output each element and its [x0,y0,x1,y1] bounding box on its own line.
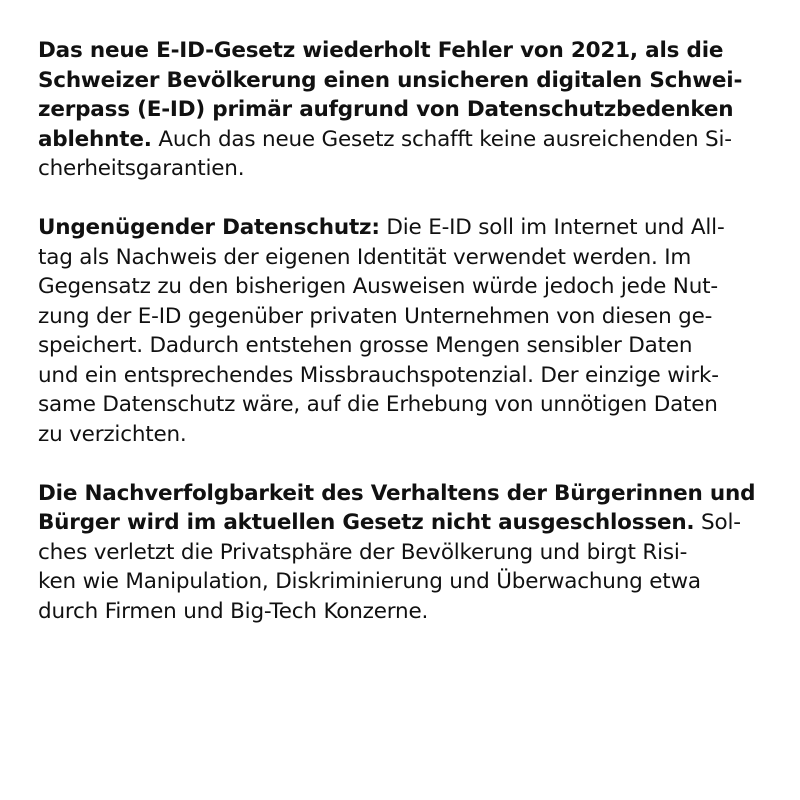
text-line [38,95,762,125]
body-text: durch Firmen und Big-Tech Konzerne. [38,598,429,624]
text-line [38,331,762,361]
bold-text: Ungenügender Datenschutz: [38,215,380,240]
text-line [38,213,762,243]
paragraph-data-protection [38,213,762,449]
body-text: tag als Nachweis der eigenen Identität verwendet werden. Im [38,244,692,270]
text-line [38,420,762,450]
text-line [38,243,762,273]
body-text: ken wie Manipulation, Diskriminierung und Überwachung etwa [38,569,701,594]
text-line [38,66,762,96]
paragraph-e-id-law-intro [38,36,762,184]
text-line [38,302,762,332]
text-line [38,597,762,627]
bold-text: Schweizer Bevölkerung einen unsicheren digitalen Schwei- [38,67,743,93]
body-text: zu verzichten. [38,421,187,447]
bold-text: Bürger wird im aktuellen Gesetz nicht ausgeschlossen. [38,510,695,535]
text-line [38,538,762,568]
body-text: Auch das neue Gesetz schafft keine ausreichenden Si- [151,126,732,152]
body-text: speichert. Dadurch entstehen grosse Mengen sensibler Daten [38,333,693,358]
body-text: Sol- [694,510,741,535]
bold-text: zerpass (E-ID) primär aufgrund von Datenschutzbedenken [38,97,734,122]
text-line [38,125,762,155]
text-line [38,479,762,509]
body-text: same Datenschutz wäre, auf die Erhebung von unnötigen Daten [38,392,718,417]
body-text: cherheitsgarantien. [38,156,245,181]
body-text: zung der E-ID gegenüber privaten Unternehmen von diesen ge- [38,303,713,329]
body-text: ches verletzt die Privatsphäre der Bevölkerung und birgt Risi- [38,539,688,565]
bold-text: Die Nachverfolgbarkeit des Verhaltens der Bürgerinnen und [38,480,756,506]
body-text: Die E-ID soll im Internet und All- [379,215,725,240]
text-line [38,508,762,538]
text-line [38,567,762,597]
text-line [38,272,762,302]
text-line [38,154,762,184]
text-line [38,361,762,391]
text-line [38,390,762,420]
paragraph-traceability [38,479,762,627]
body-text: und ein entsprechendes Missbrauchspotenzial. Der einzige wirk- [38,362,719,388]
text-line [38,36,762,66]
bold-text: Das neue E-ID-Gesetz wiederholt Fehler von 2021, als die [38,38,724,63]
bold-text: ablehnte. [38,126,152,152]
body-text: Gegensatz zu den bisherigen Ausweisen würde jedoch jede Nut- [38,274,718,299]
